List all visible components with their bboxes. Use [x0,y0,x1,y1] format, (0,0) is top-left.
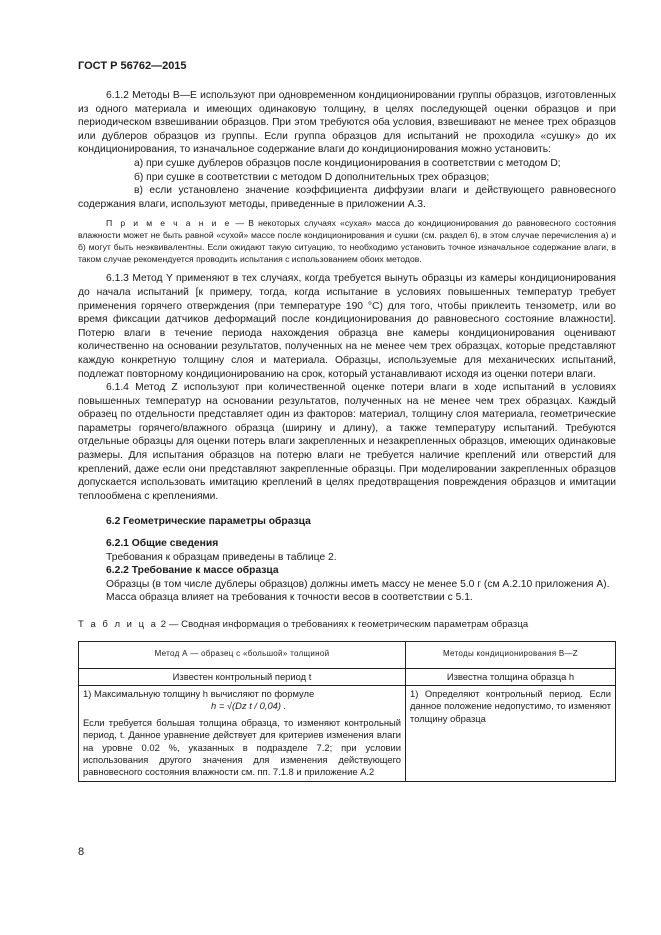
table-subheader-left: Известен контрольный период t [79,668,406,685]
note-label: П р и м е ч а н и е [106,218,232,229]
page-content [78,89,616,782]
note [78,217,616,265]
table-caption-label: Т а б л и ц а [78,619,158,630]
subsection-heading-6-2-1: 6.2.1 Общие сведения [106,538,219,550]
paragraph-6-1-3: 6.1.3 Метод Y применяют в тех случаях, когда требуется вынуть образцы из камеры кондиционирования до начала испытаний [к примеру, тогда, когда испытание в условиях повышенных температур требует применения горячего отверждения (при температуре 190 °С) для того, чтобы приклеить тензометр, или во время фиксации датчиков деформаций после кондиционирования до равновесного состояние влажности]. Потерю влаги в течение периода нахождения образца вне камеры кондиционирования оценивают количественно на основании результатов, полученных на не менее чем трех образцах, которые представляют каждую конкретную толщину слоя и материала. Образцы, используемые для механических испытаний, подлежат повторному кондиционированию на срок, который устанавливают исходя из оценки потери влаги. [78,273,616,380]
subsection-heading-6-2-2: 6.2.2 Требование к массе образца [106,565,279,577]
table-cell-right: 1) Определяют контрольный период. Если данное положение недопустимо, то изменяют толщину образца [406,686,616,782]
paragraph-6-2-2-b: Масса образца влияет на требования к точности весов в соответствии с 5.1. [106,592,473,604]
table-header-left: Метод А — образец с «большой» толщиной [79,641,406,668]
document-header: ГОСТ Р 56762—2015 [78,60,187,72]
list-item-c: в) если установлено значение коэффициента диффузии влаги и действующего равновесного содержания влаги, используют методы, приведенные в приложении А.3. [78,185,616,210]
cell-left-line-1: 1) Максимальную толщину h вычисляют по формуле [83,688,315,699]
table-subheader-right: Известна толщина образца h [406,668,616,685]
paragraph-6-2-1: Требования к образцам приведены в таблице 2. [106,551,337,563]
table-cell-left [79,686,406,782]
cell-left-line-2: Если требуется большая толщина образца, то изменяют контрольный период, t. Данное уравнение действует для критериев изменения влаги на уровне 0.02 %, указанных в подразделе 7.2; при условии использования другого значения для изменения действующего равновесного состояния влажности см. пп. 7.1.8 и приложение А.2 [83,716,401,778]
formula: h = √(Dz t / 0,04) . [211,700,287,712]
list-item-b: б) при сушке в соответствии с методом D дополнительных трех образцов; [134,171,490,183]
section-heading-6-2: 6.2 Геометрические параметры образца [106,516,311,528]
table-header-right: Методы кондиционирования B—Z [406,641,616,668]
table-caption-text: 2 — Сводная информация о требованиях к геометрическим параметрам образца [157,619,529,630]
table-caption [78,618,616,632]
paragraph-6-1-2: 6.1.2 Методы B—E используют при одновременном кондиционировании группы образцов, изготовленных из одного материала и имеющих одинаковую толщину, в целях последующей оценки образцов и при периодическом взвешивании образцов. При этом требуются оба условия, взвешивают не менее трех образцов или дублеров образцов из группы. Если группа образцов для испытаний не проходила «сушку» до их кондиционирования, то изначальное содержание влаги до кондиционирования можно установить: [78,90,616,156]
page-number: 8 [78,846,85,858]
paragraph-6-1-4: 6.1.4 Метод Z используют при количественной оценке потери влаги в ходе испытаний в условиях повышенных температур на основании результатов, полученных на не менее чем трех образцах. Каждый образец по отдельности представляет один из факторов: материал, толщину слоя материала, геометрические параметры горячего/влажного образца (ширину и длину), а также температуру испытаний. Требуются отдельные образцы для оценки потерь влаги закрепленных и незакрепленных образцов, имеющих одинаковые размеры. Для испытания образцов на потерю влаги не требуется наличие креплений или отверстий для креплений, даже если они представляют закрепленные образцы. При моделировании закрепленных образцов допускается использовать имитацию креплений в целях предотвращения повреждения образцов и имитации теплообмена с креплениями. [78,382,616,502]
paragraph-6-2-2-a: Образцы (в том числе дублеры образцов) должны иметь массу не менее 5.0 г (см А.2.10 приложения А). [106,578,610,590]
list-item-a: а) при сушке дублеров образцов после кондиционирования в соответствии с методом D; [134,157,561,169]
requirements-table [78,641,616,782]
note-text: — В некоторых случаях «сухая» масса до кондиционирования до равновесного состояния влажности может не быть равной «сухой» массе после кондиционирования и сушки (см. раздел 6), в этом случае перечисления а) и б) могут быть неэквивалентны. Если ожидают такую ситуацию, то необходимо установить точное изначальное содержание влаги, в таком случае рекомендуется проводить испытания с использованием обоих методов. [78,218,617,265]
